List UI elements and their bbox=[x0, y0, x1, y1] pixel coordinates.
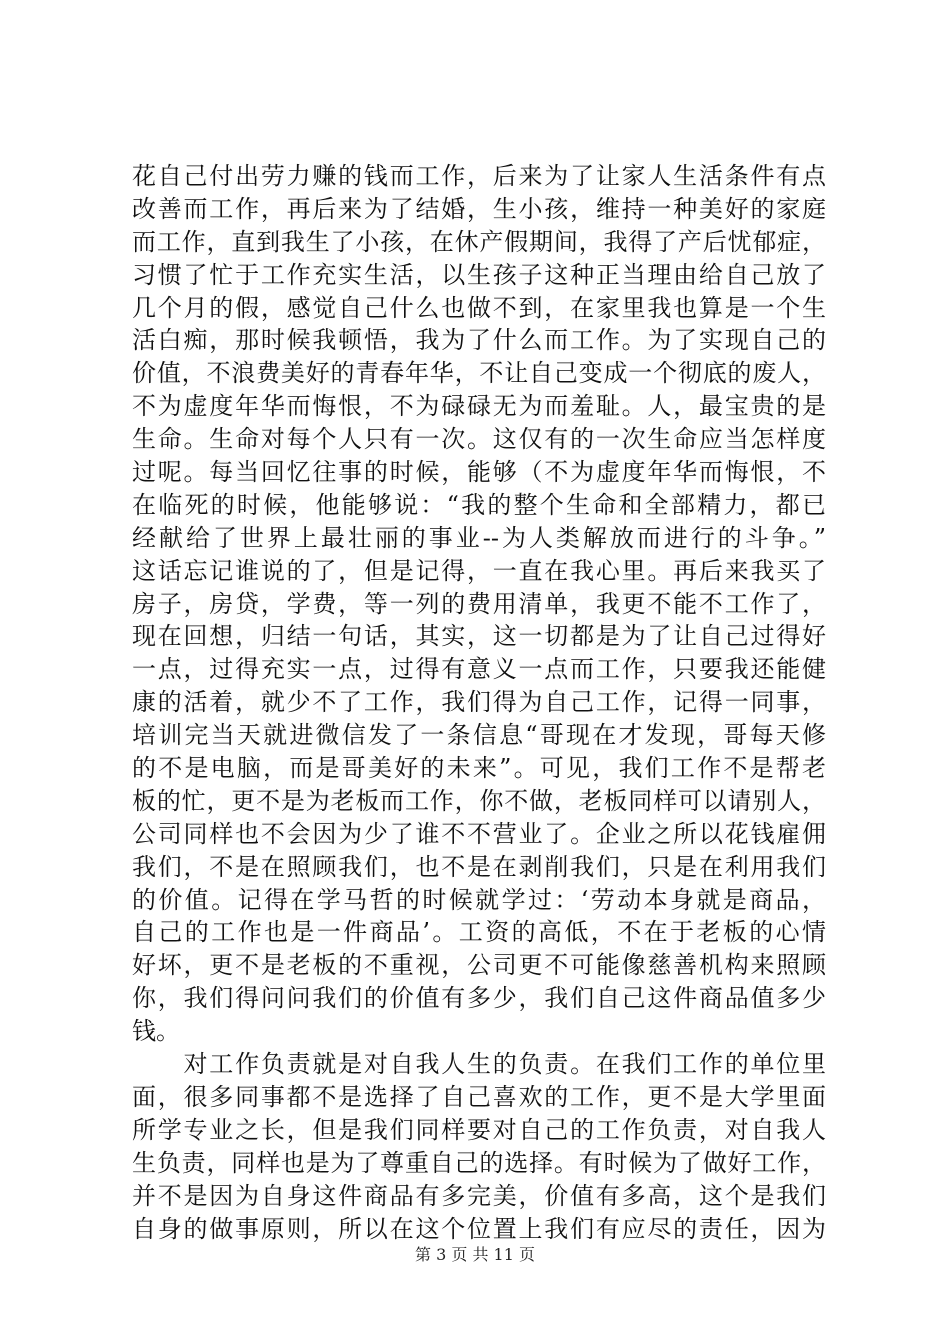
text-line: 公司同样也不会因为少了谁不不营业了。企业之所以花钱雇佣 bbox=[132, 819, 826, 848]
text-line: 现在回想，归结一句话，其实，这一切都是为了让自己过得好 bbox=[132, 622, 826, 651]
text-line: 房子，房贷，学费，等一列的费用清单，我更不能不工作了， bbox=[132, 589, 826, 618]
text-line: 几个月的假，感觉自己什么也做不到，在家里我也算是一个生 bbox=[132, 293, 826, 322]
text-line: 好坏，更不是老板的不重视，公司更不可能像慈善机构来照顾 bbox=[132, 951, 826, 980]
text-line: 的不是电脑，而是哥美好的未来”。可见，我们工作不是帮老 bbox=[132, 754, 826, 783]
text-line: 板的忙，更不是为老板而工作，你不做，老板同样可以请别人， bbox=[132, 786, 826, 815]
text-line: 的价值。记得在学马哲的时候就学过：‘劳动本身就是商品， bbox=[132, 885, 826, 914]
body-text bbox=[132, 160, 826, 1245]
text-line: 培训完当天就进微信发了一条信息“哥现在才发现，哥每天修 bbox=[132, 721, 826, 750]
text-line: 康的活着，就少不了工作，我们得为自己工作，记得一同事， bbox=[132, 688, 826, 717]
text-line: 自身的做事原则，所以在这个位置上我们有应尽的责任，因为 bbox=[132, 1214, 826, 1243]
text-line: 不为虚度年华而悔恨，不为碌碌无为而羞耻。人，最宝贵的是 bbox=[132, 392, 826, 421]
text-line: 改善而工作，再后来为了结婚，生小孩，维持一种美好的家庭 bbox=[132, 194, 826, 223]
text-line: 经献给了世界上最壮丽的事业--为人类解放而进行的斗争。” bbox=[132, 523, 826, 552]
page-number-footer: 第 3 页 共 11 页 bbox=[415, 1245, 535, 1264]
text-line: 自己的工作也是一件商品’。工资的高低，不在于老板的心情 bbox=[132, 918, 826, 947]
text-line: 对工作负责就是对自我人生的负责。在我们工作的单位里 bbox=[132, 1050, 826, 1079]
text-line: 在临死的时候，他能够说：“我的整个生命和全部精力，都已 bbox=[132, 490, 826, 519]
text-line: 我们，不是在照顾我们，也不是在剥削我们，只是在利用我们 bbox=[132, 852, 826, 881]
text-line: 过呢。每当回忆往事的时候，能够（不为虚度年华而悔恨，不 bbox=[132, 458, 826, 487]
text-line: 所学专业之长，但是我们同样要对自己的工作负责，对自我人 bbox=[132, 1115, 826, 1144]
text-line: 而工作，直到我生了小孩，在休产假期间，我得了产后忧郁症， bbox=[132, 227, 826, 256]
text-line: 花自己付出劳力赚的钱而工作，后来为了让家人生活条件有点 bbox=[132, 162, 826, 190]
text-line: 钱。 bbox=[132, 1017, 180, 1046]
text-line: 活白痴，那时候我顿悟，我为了什么而工作。为了实现自己的 bbox=[132, 326, 826, 355]
text-line: 习惯了忙于工作充实生活，以生孩子这种正当理由给自己放了 bbox=[132, 260, 826, 289]
text-line: 一点，过得充实一点，过得有意义一点而工作，只要我还能健 bbox=[132, 655, 826, 684]
text-line: 面，很多同事都不是选择了自己喜欢的工作，更不是大学里面 bbox=[132, 1082, 826, 1111]
text-line: 这话忘记谁说的了，但是记得，一直在我心里。再后来我买了 bbox=[132, 556, 826, 585]
text-line: 生命。生命对每个人只有一次。这仅有的一次生命应当怎样度 bbox=[132, 425, 826, 454]
text-line: 你，我们得问问我们的价值有多少，我们自己这件商品值多少 bbox=[132, 984, 826, 1013]
text-line: 生负责，同样也是为了尊重自己的选择。有时候为了做好工作， bbox=[132, 1148, 826, 1177]
text-line: 价值，不浪费美好的青春年华，不让自己变成一个彻底的废人， bbox=[132, 359, 826, 388]
text-line: 并不是因为自身这件商品有多完美，价值有多高，这个是我们 bbox=[132, 1181, 826, 1210]
